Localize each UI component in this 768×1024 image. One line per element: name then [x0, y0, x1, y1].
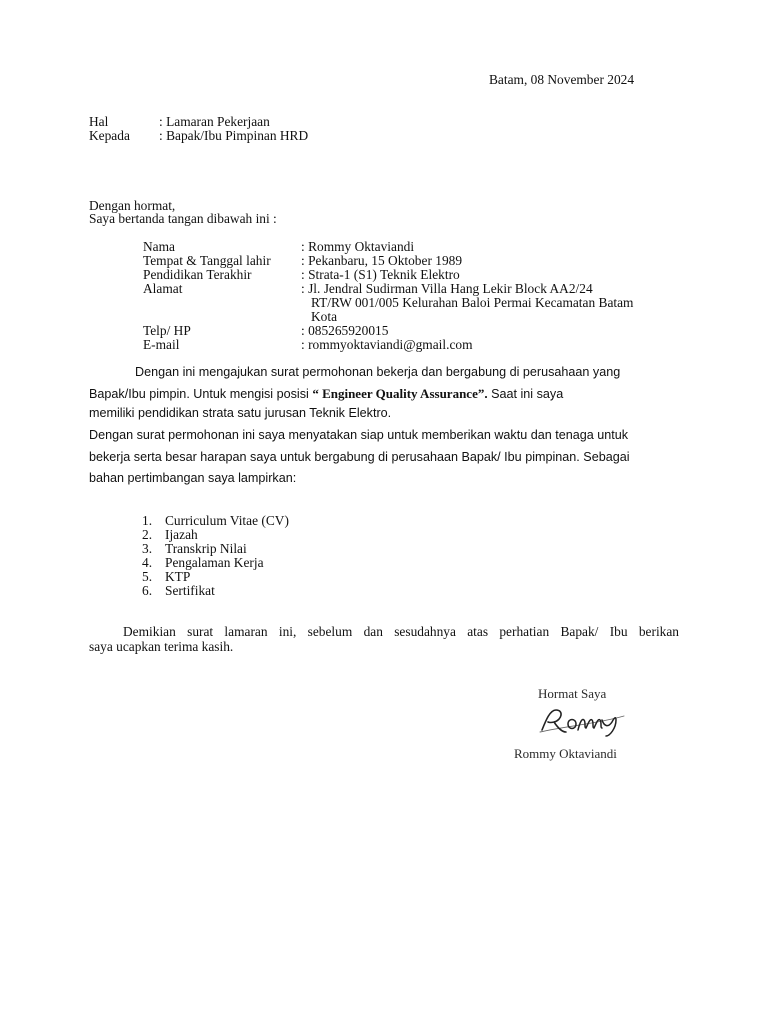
body-p1-line2-a: Bapak/Ibu pimpin. Untuk mengisi posisi: [89, 387, 313, 401]
list-number: 6.: [142, 583, 153, 598]
identity-label-telp: Telp/ HP: [143, 323, 191, 338]
position-title: “ Engineer Quality Assurance”.: [312, 386, 488, 401]
list-text: Transkrip Nilai: [165, 541, 247, 556]
identity-value-alamat: : Jl. Jendral Sudirman Villa Hang Lekir Block AA2/24: [301, 281, 593, 296]
body-p1-line1: Dengan ini mengajukan surat permohonan bekerja dan bergabung di perusahaan yang: [135, 365, 621, 379]
identity-value-alamat-line3: Kota: [311, 309, 338, 324]
intro-line: Saya bertanda tangan dibawah ini :: [89, 211, 277, 226]
body-p1-line2-c: Saat ini saya: [487, 387, 564, 401]
hal-value: : Lamaran Pekerjaan: [159, 114, 270, 129]
list-text: Ijazah: [165, 527, 198, 542]
closing-line2: saya ucapkan terima kasih.: [89, 639, 234, 654]
hal-label: Hal: [89, 114, 109, 129]
letter-date: Batam, 08 November 2024: [489, 72, 635, 87]
identity-value-alamat-line2: RT/RW 001/005 Kelurahan Baloi Permai Kecamatan Batam: [311, 295, 634, 310]
greeting: Dengan hormat,: [89, 198, 176, 213]
list-text: Curriculum Vitae (CV): [165, 513, 289, 528]
list-number: 1.: [142, 513, 153, 528]
body-p1-line2: [89, 386, 563, 402]
body-p2-line1: Dengan surat permohonan ini saya menyatakan siap untuk memberikan waktu dan tenaga untuk: [89, 428, 629, 442]
list-text: Pengalaman Kerja: [165, 555, 264, 570]
identity-value-ttl: : Pekanbaru, 15 Oktober 1989: [301, 253, 463, 268]
identity-value-pendidikan: : Strata-1 (S1) Teknik Elektro: [301, 267, 460, 282]
salutation: Hormat Saya: [538, 686, 607, 701]
handwritten-signature: [536, 702, 636, 738]
identity-label-nama: Nama: [143, 239, 175, 254]
list-text: KTP: [165, 569, 191, 584]
identity-value-nama: : Rommy Oktaviandi: [301, 239, 415, 254]
identity-label-alamat: Alamat: [143, 281, 183, 296]
body-p2-line2: bekerja serta besar harapan saya untuk bergabung di perusahaan Bapak/ Ibu pimpinan. Sebagai: [89, 450, 630, 464]
list-number: 5.: [142, 569, 153, 584]
list-number: 2.: [142, 527, 153, 542]
identity-value-email: : rommyoktaviandi@gmail.com: [301, 337, 473, 352]
list-number: 4.: [142, 555, 153, 570]
body-p2-line3: bahan pertimbangan saya lampirkan:: [89, 471, 297, 485]
signature-block: [512, 682, 644, 762]
closing-line1: Demikian surat lamaran ini, sebelum dan sesudahnya atas perhatian Bapak/ Ibu berikan: [123, 624, 679, 639]
identity-value-telp: : 085265920015: [301, 323, 389, 338]
identity-label-ttl: Tempat & Tanggal lahir: [143, 253, 271, 268]
body-p1-line3: memiliki pendidikan strata satu jurusan Teknik Elektro.: [89, 406, 392, 420]
kepada-label: Kepada: [89, 128, 130, 143]
identity-label-pendidikan: Pendidikan Terakhir: [143, 267, 252, 282]
list-number: 3.: [142, 541, 153, 556]
closing-paragraph: [89, 624, 679, 654]
kepada-value: : Bapak/Ibu Pimpinan HRD: [159, 128, 309, 143]
signatory-name: Rommy Oktaviandi: [514, 746, 617, 761]
list-text: Sertifikat: [165, 583, 215, 598]
identity-label-email: E-mail: [143, 337, 180, 352]
